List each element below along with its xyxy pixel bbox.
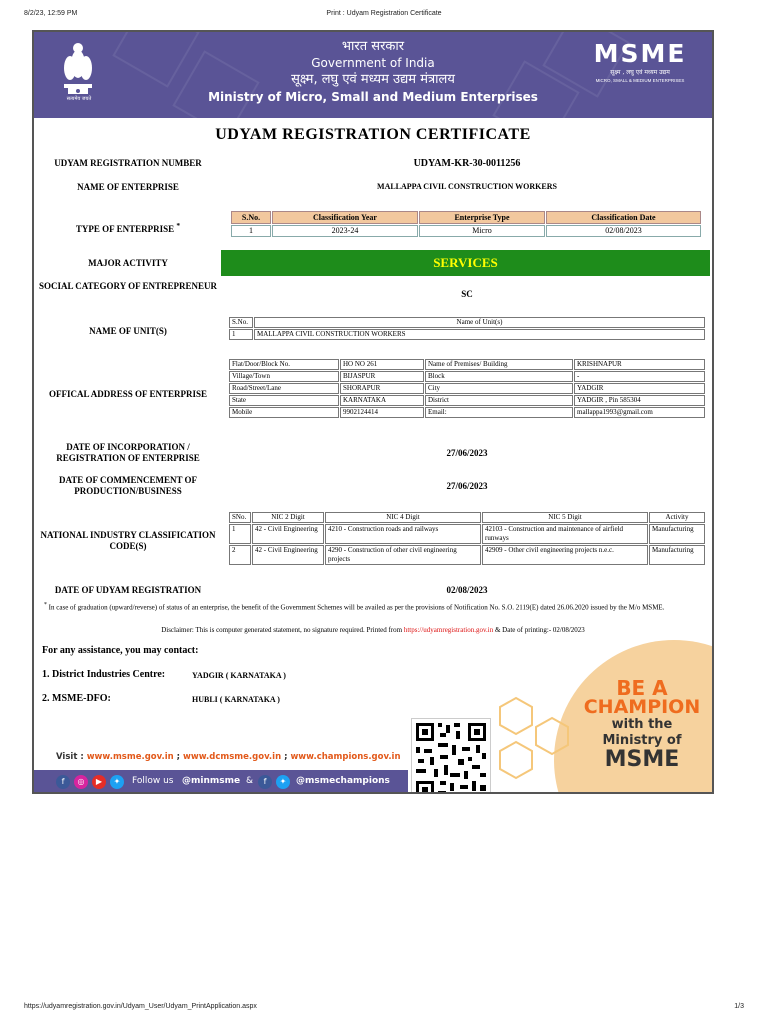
table-cell: 9902124414 bbox=[340, 407, 424, 418]
col-header: SNo. bbox=[229, 512, 251, 523]
type-label-text: TYPE OF ENTERPRISE bbox=[75, 224, 175, 234]
table-cell: 42909 - Other civil engineering projects n.e.c. bbox=[482, 545, 648, 565]
table-header-row bbox=[229, 317, 705, 328]
champions-site-link[interactable]: www.champions.gov.in bbox=[290, 752, 401, 762]
table-cell: Road/Street/Lane bbox=[229, 383, 339, 394]
reg-number: UDYAM-KR-30-0011256 bbox=[413, 158, 521, 169]
print-page-number: 1/3 bbox=[734, 1003, 744, 1010]
table-row bbox=[229, 524, 705, 544]
follow-bar bbox=[34, 770, 408, 794]
table-cell: Micro bbox=[419, 225, 545, 237]
table-cell: YADGIR , Pin 585304 bbox=[574, 395, 705, 406]
address-table bbox=[228, 358, 706, 419]
graduation-note bbox=[44, 601, 700, 612]
table-cell: State bbox=[229, 395, 339, 406]
table-cell: 2 bbox=[229, 545, 251, 565]
commencement-date: 27/06/2023 bbox=[446, 481, 488, 491]
enterprise-type-table bbox=[230, 210, 702, 238]
dfo-value: HUBLI ( KARNATAKA ) bbox=[192, 695, 280, 704]
enterprise-name-label: NAME OF ENTERPRISE bbox=[77, 182, 179, 192]
print-footer bbox=[24, 1003, 744, 1015]
table-row bbox=[229, 545, 705, 565]
col-header: Activity bbox=[649, 512, 705, 523]
address-label: OFFICAL ADDRESS OF ENTERPRISE bbox=[49, 389, 207, 399]
champion-line3: with the bbox=[611, 717, 673, 732]
minmsme-handle[interactable]: @minmsme bbox=[182, 776, 241, 786]
unit-table bbox=[228, 316, 706, 341]
col-header: Name of Unit(s) bbox=[254, 317, 705, 328]
english-ministry-text: Ministry of Micro, Small and Medium Enterprises bbox=[208, 90, 538, 104]
commencement-label: DATE OF COMMENCEMENT OF PRODUCTION/BUSINESS bbox=[58, 475, 198, 496]
twitter-icon[interactable]: ✦ bbox=[276, 775, 290, 789]
table-cell: City bbox=[425, 383, 573, 394]
table-cell: 4290 - Construction of other civil engineering projects bbox=[325, 545, 481, 565]
table-cell: SHORAPUR bbox=[340, 383, 424, 394]
facebook-icon[interactable]: f bbox=[258, 775, 272, 789]
disclaimer-suffix: & Date of printing:- 02/08/2023 bbox=[494, 626, 585, 634]
visit-line bbox=[56, 752, 401, 762]
note-text: In case of graduation (upward/reverse) of status of an enterprise, the benefit of the Government Schemes will be availed as per the provisions of Notification No. S.O. 2119(E) dated 26.06.2020 issued by the M/o MSME. bbox=[48, 603, 665, 612]
table-cell: Block bbox=[425, 371, 573, 382]
gov-banner bbox=[34, 32, 712, 118]
disclaimer-prefix: Disclaimer: This is computer generated statement, no signature required. Printed from bbox=[161, 626, 403, 634]
type-label bbox=[34, 220, 222, 235]
follow-text: Follow us bbox=[132, 776, 174, 786]
dic-value: YADGIR ( KARNATAKA ) bbox=[192, 671, 286, 680]
visit-prefix: Visit : bbox=[56, 752, 87, 762]
msme-site-link[interactable]: www.msme.gov.in bbox=[86, 752, 174, 762]
table-row bbox=[229, 371, 705, 382]
table-cell: 2023-24 bbox=[272, 225, 418, 237]
msme-logo bbox=[588, 40, 692, 84]
hindi-gov-text: भारत सरकार bbox=[341, 39, 405, 54]
major-activity-banner: SERVICES bbox=[221, 250, 710, 276]
champion-line5: MSME bbox=[604, 747, 680, 772]
certificate bbox=[32, 30, 714, 794]
email-link[interactable]: mallappa1993@gmail.com bbox=[574, 407, 705, 418]
national-emblem-icon bbox=[58, 40, 98, 102]
instagram-icon[interactable]: ◎ bbox=[74, 775, 88, 789]
table-row bbox=[231, 225, 701, 237]
table-cell: 1 bbox=[231, 225, 271, 237]
youtube-icon[interactable]: ▶ bbox=[92, 775, 106, 789]
dfo-label: 2. MSME-DFO: bbox=[42, 693, 111, 704]
champion-text bbox=[572, 678, 712, 771]
table-cell: - bbox=[574, 371, 705, 382]
table-cell: MALLAPPA CIVIL CONSTRUCTION WORKERS bbox=[254, 329, 705, 340]
udyam-site-link[interactable]: https://udyamregistration.gov.in bbox=[403, 626, 494, 634]
table-cell: Email: bbox=[425, 407, 573, 418]
incorporation-date: 27/06/2023 bbox=[446, 448, 488, 458]
certificate-title: UDYAM REGISTRATION CERTIFICATE bbox=[215, 126, 531, 143]
print-datetime: 8/2/23, 12:59 PM bbox=[24, 10, 78, 17]
table-cell: District bbox=[425, 395, 573, 406]
facebook-icon[interactable]: f bbox=[56, 775, 70, 789]
nic-table bbox=[228, 511, 706, 566]
table-cell: Manufacturing bbox=[649, 545, 705, 565]
english-gov-text: Government of India bbox=[311, 56, 435, 70]
col-header: Classification Year bbox=[272, 211, 418, 224]
table-cell: Village/Town bbox=[229, 371, 339, 382]
social-category-label: SOCIAL CATEGORY OF ENTREPRENEUR bbox=[38, 281, 218, 291]
reg-number-label: UDYAM REGISTRATION NUMBER bbox=[54, 158, 202, 168]
social-category: SC bbox=[461, 289, 473, 299]
table-cell: HO NO 261 bbox=[340, 359, 424, 370]
table-header-row bbox=[229, 512, 705, 523]
enterprise-name: MALLAPPA CIVIL CONSTRUCTION WORKERS bbox=[377, 182, 557, 191]
gov-heading bbox=[174, 38, 572, 106]
unit-label: NAME OF UNIT(S) bbox=[89, 326, 167, 336]
hexagon-pattern-icon bbox=[496, 696, 576, 786]
udyam-reg-date: 02/08/2023 bbox=[446, 585, 488, 595]
table-row bbox=[229, 329, 705, 340]
table-row bbox=[229, 383, 705, 394]
udyam-reg-date-label: DATE OF UDYAM REGISTRATION bbox=[54, 585, 202, 595]
msme-logo-text: MSME bbox=[593, 39, 687, 68]
table-cell: Name of Premises/ Building bbox=[425, 359, 573, 370]
qr-code-icon[interactable] bbox=[411, 718, 491, 794]
table-cell: KRISHNAPUR bbox=[574, 359, 705, 370]
table-cell: Manufacturing bbox=[649, 524, 705, 544]
table-header-row bbox=[231, 211, 701, 224]
table-cell: 1 bbox=[229, 329, 253, 340]
dic-label: 1. District Industries Centre: bbox=[42, 669, 166, 680]
dcmsme-site-link[interactable]: www.dcmsme.gov.in bbox=[183, 752, 282, 762]
table-cell: 4210 - Construction roads and railways bbox=[325, 524, 481, 544]
print-url: https://udyamregistration.gov.in/Udyam_User/Udyam_PrintApplication.aspx bbox=[24, 1003, 257, 1010]
msmechampions-handle[interactable]: @msmechampions bbox=[296, 776, 390, 786]
table-cell: 42 - Civil Engineering bbox=[252, 545, 324, 565]
table-cell: Mobile bbox=[229, 407, 339, 418]
champion-line1: BE A bbox=[616, 676, 668, 700]
note-star: * bbox=[44, 602, 47, 608]
table-row bbox=[229, 395, 705, 406]
type-label-star: * bbox=[176, 221, 181, 230]
table-row bbox=[229, 359, 705, 370]
msme-logo-hindi: सूक्ष्म , लघु एवं मध्यम उद्यम bbox=[610, 69, 670, 76]
col-header: Classification Date bbox=[546, 211, 701, 224]
disclaimer bbox=[34, 626, 712, 634]
col-header: NIC 2 Digit bbox=[252, 512, 324, 523]
champion-line4: Ministry of bbox=[602, 733, 682, 748]
visit-sep: ; bbox=[281, 752, 291, 762]
table-cell: YADGIR bbox=[574, 383, 705, 394]
champion-line2: CHAMPION bbox=[583, 696, 701, 718]
col-header: Enterprise Type bbox=[419, 211, 545, 224]
nic-label: NATIONAL INDUSTRY CLASSIFICATION CODE(S) bbox=[40, 530, 216, 551]
col-header: NIC 4 Digit bbox=[325, 512, 481, 523]
table-cell: 02/08/2023 bbox=[546, 225, 701, 237]
table-row bbox=[229, 407, 705, 418]
col-header: S.No. bbox=[229, 317, 253, 328]
table-cell: 1 bbox=[229, 524, 251, 544]
assistance-heading: For any assistance, you may contact: bbox=[42, 645, 199, 656]
major-activity-label: MAJOR ACTIVITY bbox=[88, 258, 168, 268]
table-cell: Flat/Door/Block No. bbox=[229, 359, 339, 370]
table-cell: BIJASPUR bbox=[340, 371, 424, 382]
emblem-caption: सत्यमेव जयते bbox=[66, 96, 92, 102]
visit-sep: ; bbox=[173, 752, 184, 762]
col-header: NIC 5 Digit bbox=[482, 512, 648, 523]
incorporation-label: DATE OF INCORPORATION / REGISTRATION OF ENTERPRISE bbox=[56, 442, 200, 463]
msme-logo-english: MICRO, SMALL & MEDIUM ENTERPRISES bbox=[595, 78, 685, 83]
hindi-ministry-text: सूक्ष्म, लघु एवं मध्यम उद्यम मंत्रालय bbox=[291, 72, 455, 87]
print-doc-title: Print : Udyam Registration Certificate bbox=[326, 10, 442, 17]
table-cell: 42 - Civil Engineering bbox=[252, 524, 324, 544]
print-header bbox=[24, 10, 744, 22]
follow-amp: & bbox=[246, 776, 254, 786]
col-header: S.No. bbox=[231, 211, 271, 224]
table-cell: KARNATAKA bbox=[340, 395, 424, 406]
table-cell: 42103 - Construction and maintenance of airfield runways bbox=[482, 524, 648, 544]
twitter-icon[interactable]: ✦ bbox=[110, 775, 124, 789]
